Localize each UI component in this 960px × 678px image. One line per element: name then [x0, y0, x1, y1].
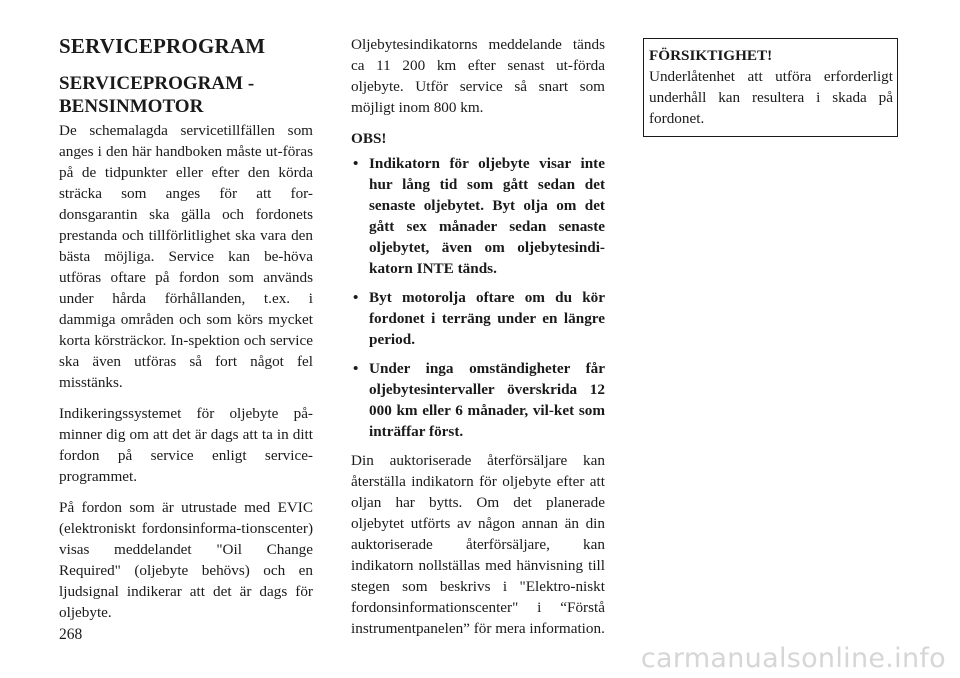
caution-text: Underlåtenhet att utföra erforderligt underhåll kan resultera i skada på fordonet.	[649, 68, 893, 127]
caution-title: FÖRSIKTIGHET!	[649, 47, 773, 64]
section-subheading: SERVICEPROGRAM - BENSINMOTOR	[59, 73, 255, 117]
left-column	[59, 34, 313, 633]
bullet-icon: •	[353, 360, 359, 377]
paragraph-indicator-message: Oljebytesindikatorns meddelande tänds ca 11 200 km efter senast ut-förda oljebyte. Utför service så snart som möjligt inom 800 km.	[351, 36, 605, 116]
bullet-icon: •	[353, 155, 359, 172]
paragraph-evic: På fordon som är utrustade med EVIC (elektroniskt fordonsinforma-tionscenter) visas meddelandet "Oil Change Required" (oljebyte behövs) och en ljudsignal indikerar att det är dags för oljebyte.	[59, 499, 313, 621]
paragraph-schedule: De schemalagda servicetillfällen som anges i den här handboken måste ut-föras på de tidpunkter eller efter den körda sträcka som anges för att for-donsgarantin ska gälla och fordonets prestanda och tillförlitlighet ska vara den bästa möjliga. Service kan be-höva utföras oftare på fordon som används under hårda förhållanden, t.ex. i dammiga områden och som körs mycket korta körsträckor. In-spektion och service ska även utföras så fort något fel misstänks.	[59, 122, 313, 391]
list-item	[351, 287, 605, 350]
paragraph-dealer-reset: Din auktoriserade återförsäljare kan återställa indikatorn för oljebyte efter att oljan har bytts. Om det planerade oljebytet utförts av någon annan än din auktoriserade återförsäljare, kan indikatorn nollställas med hänvisning till stegen som beskrivs i "Elektro-niskt fordonsinformationscenter" i “Förstå instrumentpanelen” för mera information.	[351, 452, 605, 637]
page-number: 268	[59, 626, 83, 643]
list-item-text: Under inga omständigheter får oljebytesintervaller överskrida 12 000 km eller 6 månader, vil-ket som inträffar först.	[369, 360, 605, 440]
watermark: carmanualsonline.info	[640, 643, 946, 674]
middle-column	[351, 34, 605, 649]
caution-box	[643, 38, 898, 137]
list-item-text: Indikatorn för oljebyte visar inte hur lång tid som gått sedan det senaste oljebytet. Byt olja om det gått sex månader sedan senaste oljebytet, även om oljebytesindi-katorn INTE tänds.	[369, 155, 605, 277]
note-label: OBS!	[351, 130, 387, 147]
bullet-icon: •	[353, 289, 359, 306]
list-item	[351, 153, 605, 279]
list-item-text: Byt motorolja oftare om du kör fordonet i terräng under en längre period.	[369, 289, 605, 348]
note-list	[351, 153, 605, 442]
list-item	[351, 358, 605, 442]
right-column	[643, 38, 897, 137]
paragraph-indicator: Indikeringssystemet för oljebyte på-minner dig om att det är dags att ta in ditt fordon på service enligt service-programmet.	[59, 405, 313, 485]
section-heading: SERVICEPROGRAM	[59, 34, 266, 58]
